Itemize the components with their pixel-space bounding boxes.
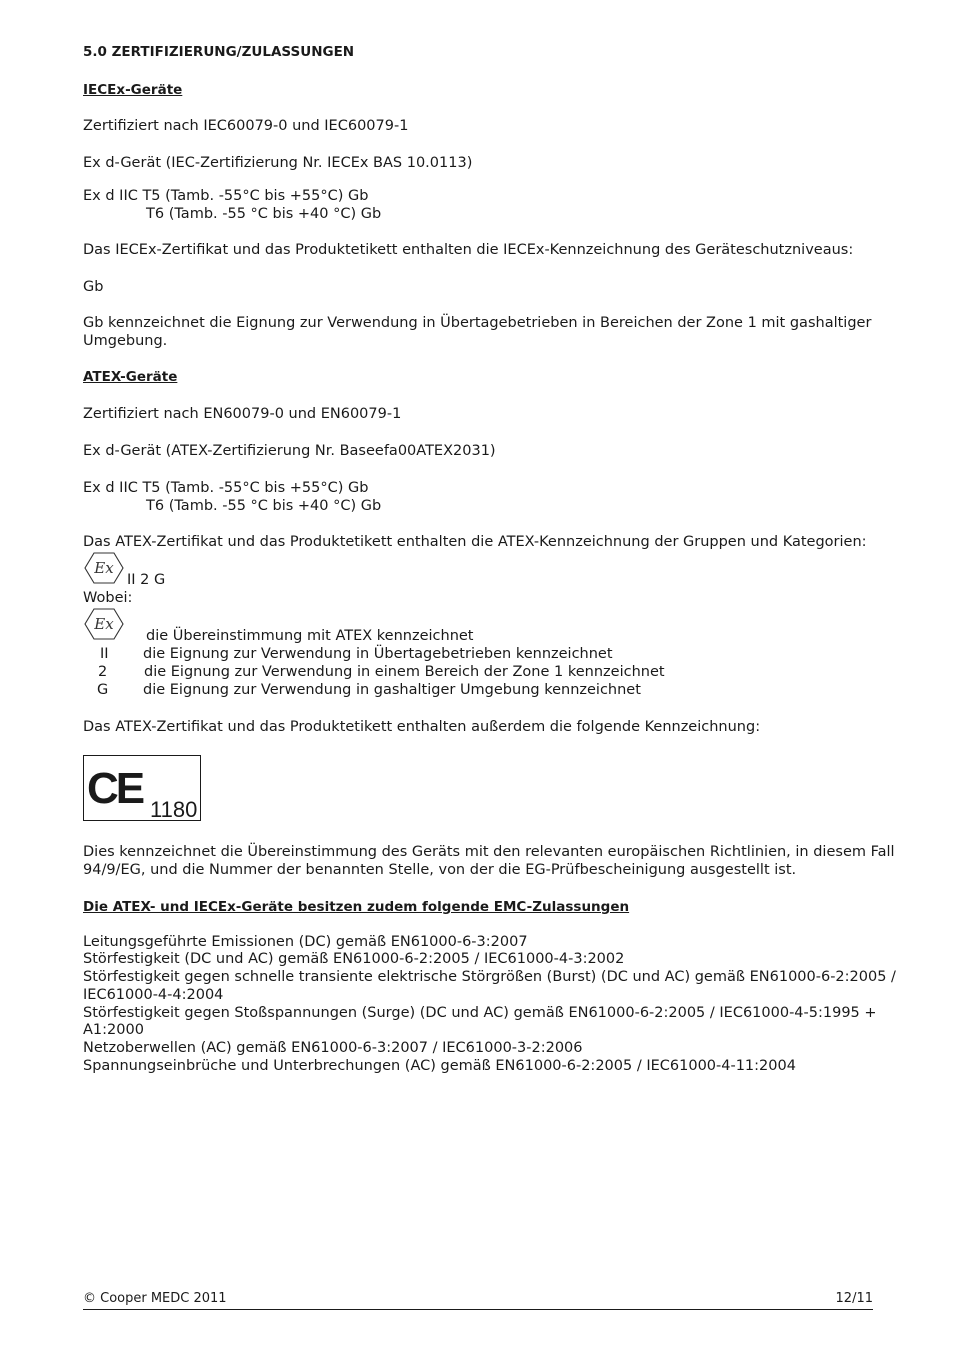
emc-line: Netzoberwellen (AC) gemäß EN61000-6-3:2007 / IEC61000-3-2:2006 [83, 1040, 583, 1056]
atex-wobei: Wobei: [83, 590, 133, 606]
atex-additional: Das ATEX-Zertifikat und das Produktetikett enthalten außerdem die folgende Kennzeichnung: [83, 719, 761, 735]
iecex-marking-line1: Ex d IIC T5 (Tamb. -55°C bis +55°C) Gb [83, 188, 369, 204]
emc-line: Störfestigkeit gegen Stoßspannungen (Surge) (DC und AC) gemäß EN61000-6-2:2005 / IEC61000-4-5:1995 + [83, 1005, 877, 1021]
emc-line: Störfestigkeit (DC und AC) gemäß EN61000-6-2:2005 / IEC61000-4-3:2002 [83, 951, 625, 967]
iecex-heading: IECEx-Geräte [83, 82, 183, 98]
legend-key-2: 2 [98, 664, 108, 680]
emc-line: A1:2000 [83, 1022, 144, 1038]
footer-copyright: © Cooper MEDC 2011 [83, 1291, 227, 1306]
emc-heading: Die ATEX- und IECEx-Geräte besitzen zudem folgende EMC-Zulassungen [83, 899, 630, 915]
ex-hexagon-icon-legend [83, 607, 125, 641]
svg-text:Ex: Ex [94, 615, 114, 633]
iecex-level: Gb [83, 279, 104, 295]
emc-line: Spannungseinbrüche und Unterbrechungen (AC) gemäß EN61000-6-2:2005 / IEC61000-4-11:2004 [83, 1058, 796, 1074]
footer-page-number: 12/11 [835, 1291, 873, 1306]
atex-group-code: II 2 G [127, 572, 166, 588]
ce-desc-2: 94/9/EG, und die Nummer der benannten Stelle, von der die EG-Prüfbescheinigung ausgestellt ist. [83, 862, 797, 878]
emc-line: Leitungsgeführte Emissionen (DC) gemäß EN61000-6-3:2007 [83, 934, 528, 950]
atex-label-text: Das ATEX-Zertifikat und das Produktetikett enthalten die ATEX-Kennzeichnung der Gruppen und Kategorien: [83, 534, 867, 550]
emc-line: Störfestigkeit gegen schnelle transiente elektrische Störgrößen (Burst) (DC und AC) gemäß EN61000-6-2:2005 / [83, 969, 896, 985]
ex-hexagon-icon [83, 551, 125, 585]
atex-certified: Zertifiziert nach EN60079-0 und EN60079-1 [83, 406, 402, 422]
atex-marking-line1: Ex d IIC T5 (Tamb. -55°C bis +55°C) Gb [83, 480, 369, 496]
legend-text-g: die Eignung zur Verwendung in gashaltiger Umgebung kennzeichnet [143, 682, 641, 698]
legend-text-ii: die Eignung zur Verwendung in Übertagebetrieben kennzeichnet [143, 646, 613, 662]
emc-line: IEC61000-4-4:2004 [83, 987, 224, 1003]
atex-marking-line2: T6 (Tamb. -55 °C bis +40 °C) Gb [146, 498, 382, 514]
iecex-label-text: Das IECEx-Zertifikat und das Produktetikett enthalten die IECEx-Kennzeichnung des Geräteschutzniveaus: [83, 242, 854, 258]
iecex-level-desc-2: Umgebung. [83, 333, 168, 349]
iecex-marking-line2: T6 (Tamb. -55 °C bis +40 °C) Gb [146, 206, 382, 222]
svg-text:Ex: Ex [94, 559, 114, 577]
footer-divider [83, 1309, 873, 1310]
iecex-level-desc-1: Gb kennzeichnet die Eignung zur Verwendung in Übertagebetrieben in Bereichen der Zone 1 mit gashaltiger [83, 315, 872, 331]
ce-mark-logo [84, 756, 199, 819]
ce-mark-box [83, 755, 201, 821]
legend-text-ex: die Übereinstimmung mit ATEX kennzeichnet [146, 628, 474, 644]
atex-heading: ATEX-Geräte [83, 369, 178, 385]
ce-desc-1: Dies kennzeichnet die Übereinstimmung des Geräts mit den relevanten europäischen Richtlinien, in diesem Fall [83, 844, 895, 860]
iecex-device: Ex d-Gerät (IEC-Zertifizierung Nr. IECEx BAS 10.0113) [83, 155, 473, 171]
legend-text-2: die Eignung zur Verwendung in einem Bereich der Zone 1 kennzeichnet [144, 664, 665, 680]
notified-body-number: 1180 [150, 797, 198, 819]
iecex-certified: Zertifiziert nach IEC60079-0 und IEC60079-1 [83, 118, 409, 134]
section-title: 5.0 ZERTIFIZIERUNG/ZULASSUNGEN [83, 44, 355, 60]
legend-key-ii: II [100, 646, 109, 662]
svg-text:CE: CE [87, 764, 143, 813]
legend-key-g: G [97, 682, 109, 698]
atex-device: Ex d-Gerät (ATEX-Zertifizierung Nr. Baseefa00ATEX2031) [83, 443, 496, 459]
